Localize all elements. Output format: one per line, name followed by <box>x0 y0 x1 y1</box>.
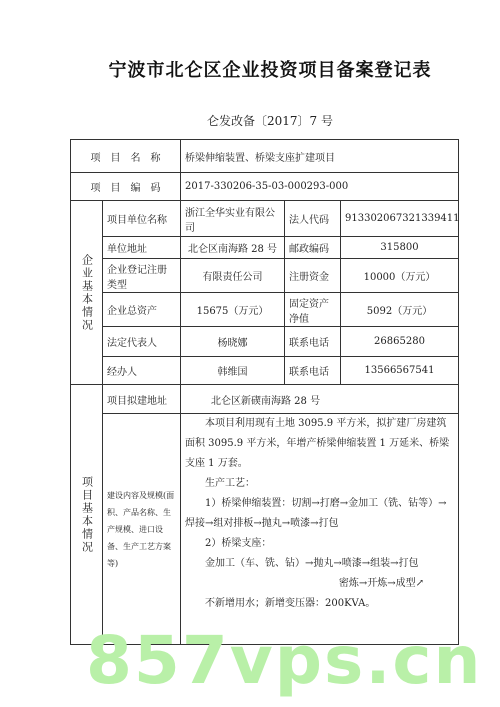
postcode-value: 315800 <box>341 237 459 259</box>
total-assets-value: 15675（万元） <box>181 293 285 327</box>
reg-type-value: 有限责任公司 <box>181 259 285 293</box>
postcode-label: 邮政编码 <box>285 237 341 259</box>
total-assets-label: 企业总资产 <box>103 293 181 327</box>
handler-phone-value: 13566567541 <box>341 357 459 385</box>
scope-paragraph: 金加工（车、铣、钻）→抛丸→喷漆→组装→打包 <box>205 558 419 569</box>
unit-name-label: 项目单位名称 <box>103 201 181 237</box>
unit-name-value: 浙江全华实业有限公司 <box>181 201 285 237</box>
handler-value: 韩维国 <box>181 357 285 385</box>
handler-row <box>71 357 459 385</box>
address-value: 北仑区南海路 28 号 <box>181 237 285 259</box>
project-name-row <box>71 140 459 173</box>
legal-rep-row <box>71 327 459 357</box>
enterprise-section-label: 企业基本情况 <box>80 253 94 332</box>
scope-paragraph: 生产工艺： <box>205 478 255 489</box>
legal-rep-phone-value: 26865280 <box>341 327 459 357</box>
assets-row <box>71 293 459 327</box>
net-fixed-assets-value: 5092（万元） <box>341 293 459 327</box>
site-value: 北仑区新碶南海路 28 号 <box>181 385 459 414</box>
legal-rep-label: 法定代表人 <box>103 327 181 357</box>
reg-capital-value: 10000（万元） <box>341 259 459 293</box>
project-section-label: 项目基本情况 <box>80 475 94 554</box>
address-row <box>71 237 459 259</box>
document-number: 仑发改备〔2017〕7 号 <box>207 114 333 128</box>
reg-type-row <box>71 259 459 293</box>
scope-paragraph: 1）桥梁伸缩装置：切割→打磨→金加工（铣、钻等）→焊接→组对排板→抛丸→喷漆→打包 <box>185 498 447 529</box>
project-code-row <box>71 173 459 201</box>
legal-rep-phone-label: 联系电话 <box>285 327 341 357</box>
scope-detail <box>181 414 459 645</box>
page-title: 宁波市北仑区企业投资项目备案登记表 <box>108 60 432 81</box>
address-label: 单位地址 <box>103 237 181 259</box>
project-name-value: 桥梁伸缩装置、桥梁支座扩建项目 <box>181 140 459 173</box>
scope-paragraph: 密炼→开炼→成型↗ <box>338 578 424 589</box>
project-section-cell <box>71 385 103 645</box>
handler-label: 经办人 <box>103 357 181 385</box>
scope-paragraph: 不新增用水；新增变压器：200KVA。 <box>205 598 376 609</box>
handler-phone-label: 联系电话 <box>285 357 341 385</box>
reg-type-label: 企业登记注册类型 <box>103 259 181 293</box>
site-row <box>71 385 459 414</box>
legal-code-value: 913302067321339411 <box>341 201 459 237</box>
scope-label: 建设内容及规模(面积、产品名称、生产规模、进口设备、生产工艺方案等) <box>103 414 181 645</box>
site-label: 项目拟建地址 <box>103 385 181 414</box>
project-code-value: 2017-330206-35-03-000293-000 <box>181 173 459 201</box>
watermark: 857vps.cn <box>86 622 483 699</box>
legal-code-label: 法人代码 <box>285 201 341 237</box>
project-name-label: 项 目 名 称 <box>71 140 181 173</box>
reg-capital-label: 注册资金 <box>285 259 341 293</box>
project-code-label: 项 目 编 码 <box>71 173 181 201</box>
legal-rep-value: 杨晓娜 <box>181 327 285 357</box>
scope-row <box>71 414 459 645</box>
unit-name-row <box>71 201 459 237</box>
scope-paragraph: 本项目利用现有土地 3095.9 平方米，拟扩建厂房建筑面积 3095.9 平方米，年增产桥梁伸缩装置 1 万延米、桥梁支座 1 万套。 <box>185 418 450 469</box>
scope-paragraph: 2）桥梁支座： <box>205 538 272 549</box>
net-fixed-assets-label: 固定资产净值 <box>285 293 341 327</box>
enterprise-section-cell <box>71 201 103 385</box>
registration-form-table <box>70 139 459 645</box>
